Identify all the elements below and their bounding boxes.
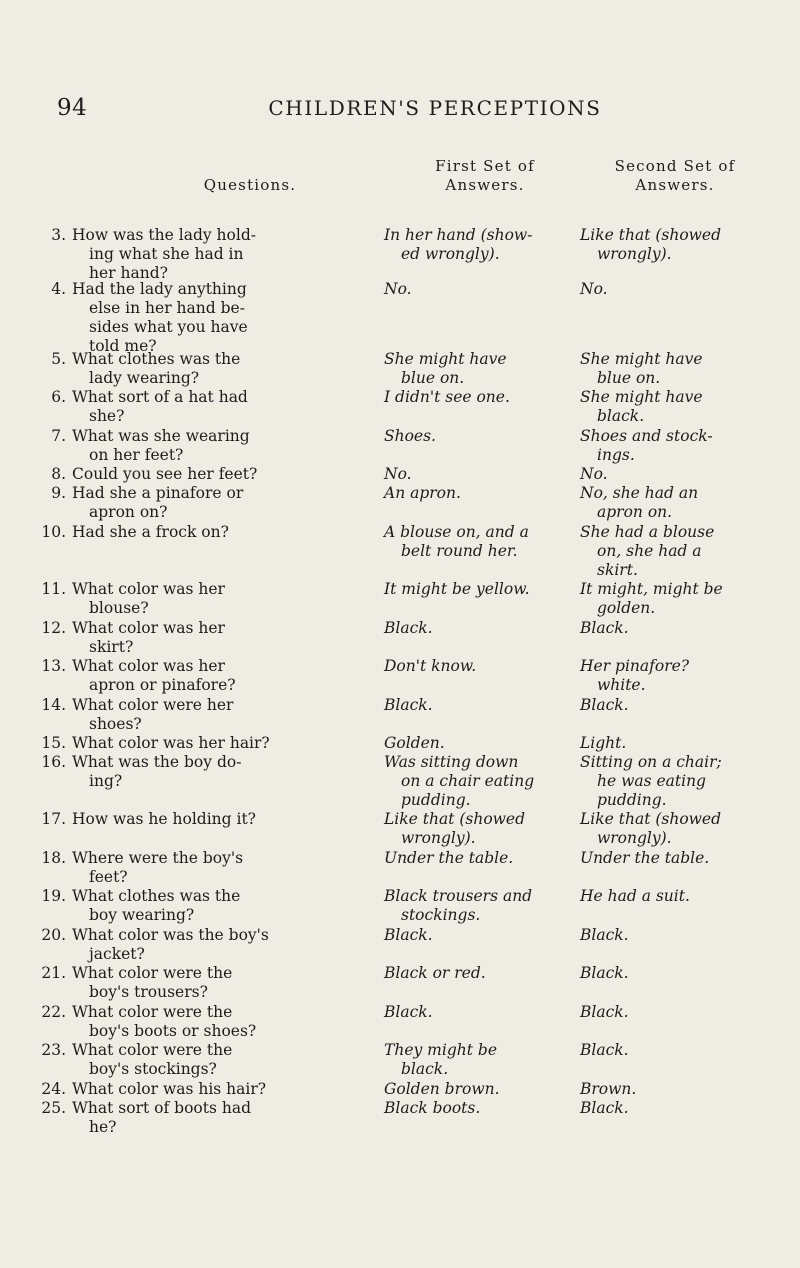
text-line: blue on. (597, 369, 661, 387)
text-line: Had she a frock on? (72, 523, 229, 541)
text-line: Where were the boy's (72, 849, 244, 867)
header-first-set-line2: Answers. (445, 176, 525, 194)
first-answer-text (384, 810, 574, 848)
text-line: An apron. (384, 484, 461, 502)
second-answer-text (580, 1080, 772, 1099)
second-answer-text (580, 753, 772, 810)
text-line: shoes? (89, 715, 142, 733)
text-line: ed wrongly). (401, 245, 500, 263)
question-number: 8. (51, 465, 66, 483)
text-line: Black. (580, 1099, 629, 1117)
first-answer-text (384, 580, 574, 599)
text-line: on her feet? (89, 446, 184, 464)
question-text (72, 887, 376, 925)
question-number: 13. (41, 657, 66, 675)
text-line: he? (89, 1118, 117, 1136)
second-answer-text (580, 734, 772, 753)
text-line: What color was her (72, 657, 225, 675)
text-line: pudding. (401, 791, 471, 809)
text-line: Black. (384, 696, 433, 714)
text-line: No. (384, 280, 412, 298)
question-text (72, 484, 376, 522)
question-text (72, 1080, 376, 1099)
first-answer-text (384, 280, 574, 299)
text-line: What color was the boy's (72, 926, 269, 944)
text-line: blue on. (401, 369, 465, 387)
question-number: 10. (41, 523, 66, 541)
text-line: She might have (580, 388, 703, 406)
first-answer-text (384, 849, 574, 868)
text-line: black. (597, 407, 645, 425)
text-line: Was sitting down (384, 753, 519, 771)
text-line: It might, might be (580, 580, 723, 598)
first-answer-text (384, 964, 574, 983)
text-line: Could you see her feet? (72, 465, 258, 483)
text-line: apron or pinafore? (89, 676, 236, 694)
text-line: wrongly). (597, 829, 672, 847)
second-answer-text (580, 580, 772, 618)
text-line: What color were the (72, 1003, 233, 1021)
text-line: No. (580, 465, 608, 483)
text-line: Shoes and stock- (580, 427, 713, 445)
text-line: he was eating (597, 772, 706, 790)
second-answer-text (580, 523, 772, 580)
running-head: CHILDREN'S PERCEPTIONS (268, 96, 602, 120)
text-line: She might have (384, 350, 507, 368)
text-line: she? (89, 407, 125, 425)
question-text (72, 280, 376, 356)
text-line: Black. (384, 926, 433, 944)
second-answer-text (580, 657, 772, 695)
first-answer-text (384, 427, 574, 446)
text-line: Had she a pinafore or (72, 484, 244, 502)
second-answer-text (580, 427, 772, 465)
question-text (72, 580, 376, 618)
first-answer-text (384, 465, 574, 484)
first-answer-text (384, 1041, 574, 1079)
first-answer-text (384, 226, 574, 264)
text-line: feet? (89, 868, 128, 886)
second-answer-text (580, 619, 772, 638)
text-line: She might have (580, 350, 703, 368)
text-line: They might be (384, 1041, 497, 1059)
text-line: A blouse on, and a (384, 523, 529, 541)
question-number: 6. (51, 388, 66, 406)
text-line: Black trousers and (384, 887, 533, 905)
text-line: Black or red. (384, 964, 486, 982)
question-number: 5. (51, 350, 66, 368)
first-answer-text (384, 753, 574, 810)
text-line: Had the lady anything (72, 280, 247, 298)
text-line: skirt. (597, 561, 638, 579)
second-answer-text (580, 465, 772, 484)
column-header-first-set (395, 157, 575, 195)
question-text (72, 926, 376, 964)
second-answer-text (580, 1041, 772, 1060)
text-line: ing? (89, 772, 123, 790)
question-number: 21. (41, 964, 66, 982)
text-line: her hand? (89, 264, 168, 282)
text-line: What was she wearing (72, 427, 250, 445)
first-answer-text (384, 523, 574, 561)
first-answer-text (384, 696, 574, 715)
text-line: Her pinafore? (580, 657, 690, 675)
header-second-set-line2: Answers. (635, 176, 715, 194)
question-text (72, 350, 376, 388)
second-answer-text (580, 964, 772, 983)
second-answer-text (580, 1003, 772, 1022)
text-line: apron on. (597, 503, 673, 521)
text-line: on, she had a (597, 542, 702, 560)
text-line: What color was his hair? (72, 1080, 267, 1098)
text-line: What clothes was the (72, 350, 241, 368)
text-line: on a chair eating (401, 772, 535, 790)
text-line: wrongly). (597, 245, 672, 263)
text-line: What color was her (72, 580, 225, 598)
text-line: No. (384, 465, 412, 483)
question-text (72, 619, 376, 657)
text-line: sides what you have (89, 318, 248, 336)
text-line: boy's trousers? (89, 983, 208, 1001)
page-number: 94 (57, 95, 88, 121)
question-text (72, 1099, 376, 1137)
text-line: jacket? (89, 945, 145, 963)
question-number: 20. (41, 926, 66, 944)
second-answer-text (580, 810, 772, 848)
text-line: Golden. (384, 734, 445, 752)
first-answer-text (384, 926, 574, 945)
question-number: 22. (41, 1003, 66, 1021)
first-answer-text (384, 1080, 574, 1099)
text-line: No. (580, 280, 608, 298)
question-number: 7. (51, 427, 66, 445)
text-line: Black. (580, 1041, 629, 1059)
text-line: golden. (597, 599, 656, 617)
question-number: 14. (41, 696, 66, 714)
header-questions-text: Questions. (203, 176, 297, 194)
second-answer-text (580, 849, 772, 868)
text-line: lady wearing? (89, 369, 200, 387)
text-line: Like that (showed (384, 810, 526, 828)
question-text (72, 388, 376, 426)
question-text (72, 1003, 376, 1041)
first-answer-text (384, 657, 574, 676)
question-text (72, 696, 376, 734)
text-line: I didn't see one. (384, 388, 510, 406)
question-number: 12. (41, 619, 66, 637)
question-text (72, 734, 376, 753)
first-answer-text (384, 1003, 574, 1022)
text-line: Under the table. (580, 849, 710, 867)
column-header-second-set (575, 157, 775, 195)
header-first-set-line1: First Set of (435, 157, 535, 175)
question-number: 4. (51, 280, 66, 298)
text-line: What color were the (72, 964, 233, 982)
second-answer-text (580, 1099, 772, 1118)
text-line: Black. (384, 619, 433, 637)
question-text (72, 849, 376, 887)
text-line: What was the boy do- (72, 753, 242, 771)
text-line: Brown. (580, 1080, 637, 1098)
text-line: She had a blouse (580, 523, 715, 541)
text-line: Sitting on a chair; (580, 753, 722, 771)
text-line: Black boots. (384, 1099, 481, 1117)
question-number: 15. (41, 734, 66, 752)
text-line: ings. (597, 446, 635, 464)
header-second-set-line1: Second Set of (614, 157, 736, 175)
question-number: 25. (41, 1099, 66, 1117)
text-line: belt round her. (401, 542, 518, 560)
text-line: What color were her (72, 696, 234, 714)
text-line: boy's stockings? (89, 1060, 217, 1078)
text-line: No, she had an (580, 484, 699, 502)
text-line: white. (597, 676, 646, 694)
question-number: 9. (51, 484, 66, 502)
text-line: wrongly). (401, 829, 476, 847)
text-line: stockings. (401, 906, 481, 924)
text-line: Black. (580, 926, 629, 944)
first-answer-text (384, 484, 574, 503)
question-number: 24. (41, 1080, 66, 1098)
question-number: 16. (41, 753, 66, 771)
second-answer-text (580, 926, 772, 945)
text-line: told me? (89, 337, 157, 355)
second-answer-text (580, 484, 772, 522)
question-text (72, 964, 376, 1002)
text-line: boy's boots or shoes? (89, 1022, 257, 1040)
question-text (72, 226, 376, 283)
text-line: Golden brown. (384, 1080, 500, 1098)
question-number: 18. (41, 849, 66, 867)
question-number: 17. (41, 810, 66, 828)
question-number: 3. (51, 226, 66, 244)
text-line: How was the lady hold- (72, 226, 256, 244)
text-line: In her hand (show- (384, 226, 533, 244)
text-line: What sort of boots had (72, 1099, 251, 1117)
question-text (72, 810, 376, 829)
second-answer-text (580, 350, 772, 388)
second-answer-text (580, 887, 772, 906)
text-line: What color was her hair? (72, 734, 270, 752)
question-text (72, 753, 376, 791)
first-answer-text (384, 887, 574, 925)
text-line: skirt? (89, 638, 134, 656)
question-text (72, 427, 376, 465)
text-line: apron on? (89, 503, 168, 521)
text-line: blouse? (89, 599, 149, 617)
text-line: Black. (580, 619, 629, 637)
first-answer-text (384, 734, 574, 753)
second-answer-text (580, 226, 772, 264)
first-answer-text (384, 619, 574, 638)
text-line: What color were the (72, 1041, 233, 1059)
text-line: black. (401, 1060, 449, 1078)
text-line: Black. (580, 964, 629, 982)
first-answer-text (384, 1099, 574, 1118)
text-line: He had a suit. (580, 887, 690, 905)
second-answer-text (580, 388, 772, 426)
question-number: 23. (41, 1041, 66, 1059)
text-line: pudding. (597, 791, 667, 809)
text-line: What clothes was the (72, 887, 241, 905)
question-text (72, 465, 376, 484)
text-line: Black. (580, 1003, 629, 1021)
question-text (72, 523, 376, 542)
text-line: It might be yellow. (384, 580, 530, 598)
text-line: Black. (384, 1003, 433, 1021)
text-line: Like that (showed (580, 810, 722, 828)
text-line: How was he holding it? (72, 810, 256, 828)
text-line: Light. (580, 734, 627, 752)
question-number: 19. (41, 887, 66, 905)
column-header-questions (160, 176, 340, 195)
text-line: boy wearing? (89, 906, 195, 924)
text-line: Black. (580, 696, 629, 714)
second-answer-text (580, 280, 772, 299)
question-number: 11. (41, 580, 66, 598)
text-line: What color was her (72, 619, 225, 637)
text-line: Shoes. (384, 427, 436, 445)
text-line: What sort of a hat had (72, 388, 248, 406)
text-line: Under the table. (384, 849, 514, 867)
first-answer-text (384, 350, 574, 388)
first-answer-text (384, 388, 574, 407)
text-line: Like that (showed (580, 226, 722, 244)
question-text (72, 657, 376, 695)
text-line: else in her hand be- (89, 299, 245, 317)
text-line: Don't know. (384, 657, 477, 675)
text-line: ing what she had in (89, 245, 244, 263)
question-text (72, 1041, 376, 1079)
second-answer-text (580, 696, 772, 715)
